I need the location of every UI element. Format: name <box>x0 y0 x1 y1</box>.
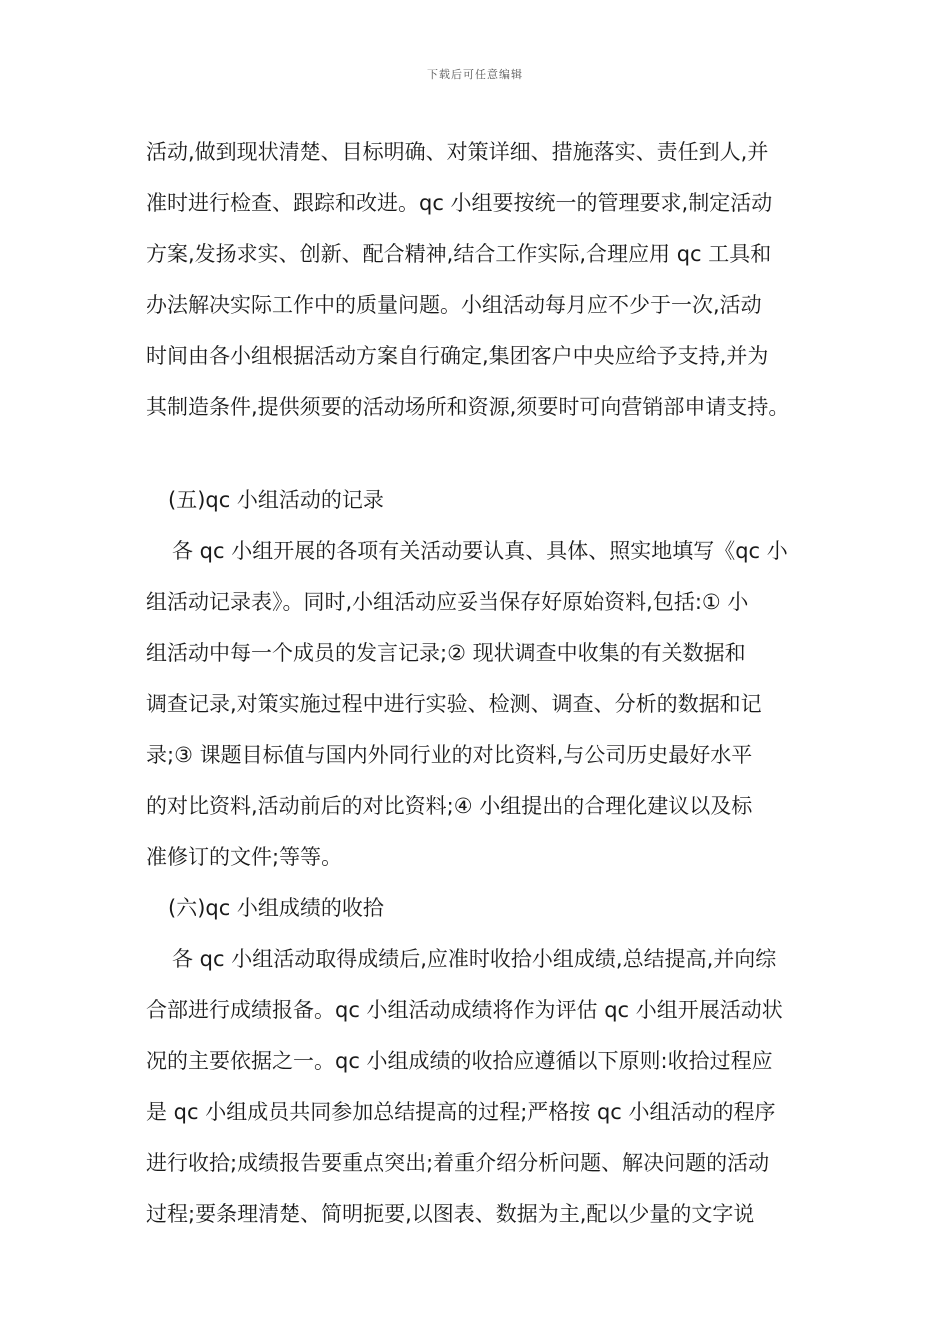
text-line: 调查记录,对策实施过程中进行实验、检测、调查、分析的数据和记 <box>146 692 762 716</box>
text-line: 过程;要条理清楚、简明扼要,以图表、数据为主,配以少量的文字说 <box>146 1202 755 1226</box>
text-line: 组活动记录表》。同时,小组活动应妥当保存好原始资料,包括:① 小 <box>146 590 749 614</box>
text-line: 准修订的文件;等等。 <box>146 845 343 869</box>
text-line: 各 qc 小组活动取得成绩后,应准时收拾小组成绩,总结提高,并向综 <box>172 947 777 971</box>
text-line: 各 qc 小组开展的各项有关活动要认真、具体、照实地填写《qc 小 <box>172 539 788 563</box>
text-line: 进行收拾;成绩报告要重点突出;着重介绍分析问题、解决问题的活动 <box>146 1151 770 1175</box>
paragraph-results <box>146 934 826 1240</box>
text-line: 录;③ 课题目标值与国内外同行业的对比资料,与公司历史最好水平 <box>146 743 753 767</box>
text-line: 方案,发扬求实、创新、配合精神,结合工作实际,合理应用 qc 工具和 <box>146 242 772 266</box>
text-line: 其制造条件,提供须要的活动场所和资源,须要时可向营销部申请支持。 <box>146 395 790 419</box>
text-line: 时间由各小组根据活动方案自行确定,集团客户中央应给予支持,并为 <box>146 344 769 368</box>
paragraph-activity <box>146 127 826 433</box>
page-header: 下载后可任意编辑 <box>427 68 523 81</box>
paragraph-gap <box>146 433 826 475</box>
text-line: 组活动中每一个成员的发言记录;② 现状调查中收集的有关数据和 <box>146 641 746 665</box>
text-line: 办法解决实际工作中的质量问题。小组活动每月应不少于一次,活动 <box>146 293 762 317</box>
text-line: 况的主要依据之一。qc 小组成绩的收拾应遵循以下原则:收拾过程应 <box>146 1049 773 1073</box>
text-line: 活动,做到现状清楚、目标明确、对策详细、措施落实、责任到人,并 <box>146 140 769 164</box>
text-line: 准时进行检查、跟踪和改进。qc 小组要按统一的管理要求,制定活动 <box>146 191 773 215</box>
text-line: 的对比资料,活动前后的对比资料;④ 小组提出的合理化建议以及标 <box>146 794 753 818</box>
document-body <box>146 127 826 1240</box>
text-line: 是 qc 小组成员共同参加总结提高的过程;严格按 qc 小组活动的程序 <box>146 1100 776 1124</box>
text-line: 合部进行成绩报备。qc 小组活动成绩将作为评估 qc 小组开展活动状 <box>146 998 783 1022</box>
section-heading-records: (五)qc 小组活动的记录 <box>168 488 384 512</box>
section-heading-results: (六)qc 小组成绩的收拾 <box>168 896 384 920</box>
paragraph-records <box>146 526 826 883</box>
